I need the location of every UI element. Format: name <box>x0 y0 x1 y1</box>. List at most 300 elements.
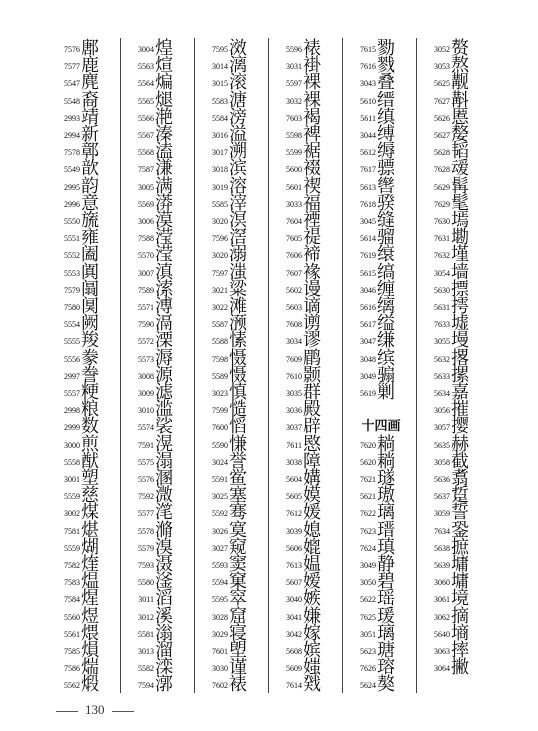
entry-character: 銎 <box>451 520 469 541</box>
entry-character: 嫌 <box>303 606 321 627</box>
entry-character: 褅 <box>303 244 321 265</box>
entry-character: 群 <box>303 382 321 403</box>
entry-character: 慈 <box>81 485 99 506</box>
entry-code: 7634 <box>434 527 450 536</box>
entry-character: 缜 <box>377 107 395 128</box>
page-number: 130 <box>85 702 105 717</box>
entry-character: 誊 <box>81 365 99 386</box>
entry-code: 3021 <box>212 286 228 295</box>
entry-code: 5628 <box>434 148 450 157</box>
entry-code: 3011 <box>138 595 154 604</box>
entry-code: 2999 <box>64 423 80 432</box>
entry-code: 5569 <box>138 200 154 209</box>
entry-character: 骟 <box>377 365 395 386</box>
entry-character: 窣 <box>229 588 247 609</box>
entry-code: 3023 <box>212 389 228 398</box>
entry-character: 滤 <box>155 382 173 403</box>
entry-character: 褂 <box>303 55 321 76</box>
entry-character: 溘 <box>155 141 173 162</box>
entry-code: 5629 <box>434 183 450 192</box>
entry-character: 嫉 <box>303 588 321 609</box>
entry-code: 5633 <box>434 372 450 381</box>
entry-code: 7626 <box>360 664 376 673</box>
entry-code: 5552 <box>64 251 80 260</box>
entry-character: 溷 <box>155 468 173 489</box>
entry-character: 漭 <box>155 193 173 214</box>
entry-character: 缝 <box>377 210 395 231</box>
entry-code: 7616 <box>360 62 376 71</box>
entry-character: 粳 <box>81 382 99 403</box>
entry-code: 5560 <box>64 613 80 622</box>
entry-code: 7581 <box>64 527 80 536</box>
entry-code: 5576 <box>138 475 154 484</box>
entry-character: 撄 <box>451 416 469 437</box>
entry-character: 滗 <box>155 502 173 523</box>
entry-character: 媳 <box>303 520 321 541</box>
entry-code: 5607 <box>286 578 302 587</box>
entry-character: 溪 <box>155 606 173 627</box>
entry-character: 新 <box>81 124 99 145</box>
entry-code: 3053 <box>434 62 450 71</box>
entry-code: 3029 <box>212 630 228 639</box>
entry-code: 5603 <box>286 303 302 312</box>
entry-code: 5611 <box>360 114 376 123</box>
entry-character: 缛 <box>377 141 395 162</box>
entry-character: 滚 <box>229 72 247 93</box>
entry-character: 裸 <box>303 90 321 111</box>
entry-character: 谩 <box>303 279 321 300</box>
entry-code: 7598 <box>212 355 228 364</box>
entry-code: 7588 <box>138 234 154 243</box>
entry-character: 骙 <box>377 193 395 214</box>
entry-character: 墙 <box>451 262 469 283</box>
entry-character: 耥 <box>377 451 395 472</box>
entry-code: 5624 <box>360 681 376 690</box>
entry-code: 5558 <box>64 458 80 467</box>
entry-code: 5589 <box>212 372 228 381</box>
entry-character: 嘉 <box>451 382 469 403</box>
entry-code: 5572 <box>138 337 154 346</box>
entry-character: 滔 <box>155 588 173 609</box>
entry-code: 5550 <box>64 217 80 226</box>
entry-character: 骝 <box>377 227 395 248</box>
entry-character: 辟 <box>303 416 321 437</box>
entry-character: 猷 <box>81 451 99 472</box>
entry-character: 摔 <box>451 640 469 661</box>
entry-code: 5559 <box>64 492 80 501</box>
entry-code: 3058 <box>434 458 450 467</box>
entry-character: 碧 <box>377 571 395 592</box>
entry-character: 誉 <box>229 451 247 472</box>
entry-character: 窠 <box>229 571 247 592</box>
entry-code: 5581 <box>138 630 154 639</box>
entry-code: 3062 <box>434 613 450 622</box>
entry-code: 5590 <box>212 441 228 450</box>
entry-character: 鄣 <box>81 141 99 162</box>
entry-code: 5619 <box>360 389 376 398</box>
entry-code: 3006 <box>138 217 154 226</box>
entry-character: 煺 <box>155 90 173 111</box>
entry-code: 2994 <box>64 131 80 140</box>
entry-code: 3043 <box>360 79 376 88</box>
entry-character: 滍 <box>229 262 247 283</box>
entry-character: 摽 <box>451 279 469 300</box>
entry-code: 5564 <box>138 79 154 88</box>
entry-character: 阘 <box>81 279 99 300</box>
entry-code: 3047 <box>360 337 376 346</box>
entry-code: 5625 <box>434 79 450 88</box>
footer-dash-left <box>56 711 78 712</box>
entry-character: 鹛 <box>303 348 321 369</box>
entry-character: 溟 <box>229 210 247 231</box>
entry-code: 7628 <box>434 165 450 174</box>
entry-code: 5640 <box>434 630 450 639</box>
entry-character: 溯 <box>229 141 247 162</box>
entry-code: 5580 <box>138 578 154 587</box>
entry-character: 滓 <box>229 193 247 214</box>
entry-code: 5636 <box>434 475 450 484</box>
entry-character: 裰 <box>303 158 321 179</box>
entry-code: 5578 <box>138 527 154 536</box>
entry-code: 7632 <box>434 251 450 260</box>
entry-code: 5570 <box>138 251 154 260</box>
entry-code: 5562 <box>64 681 80 690</box>
entry-code: 7612 <box>286 509 302 518</box>
entry-code: 5621 <box>360 492 376 501</box>
entry-code: 7620 <box>360 441 376 450</box>
entry-character: 嫫 <box>303 485 321 506</box>
entry-code: 5595 <box>212 595 228 604</box>
entry-code: 5548 <box>64 97 80 106</box>
entry-character: 漠 <box>155 210 173 231</box>
entry-code: 5613 <box>360 183 376 192</box>
entry-character: 滉 <box>155 434 173 455</box>
entry-code: 5620 <box>360 458 376 467</box>
entry-character: 摧 <box>451 399 469 420</box>
entry-code: 3013 <box>138 647 154 656</box>
entry-code: 3064 <box>434 664 450 673</box>
entry-code: 3020 <box>212 217 228 226</box>
column-divider <box>416 38 417 693</box>
entry-character: 愍 <box>303 434 321 455</box>
entry-code: 5601 <box>286 183 302 192</box>
entry-character: 慊 <box>229 434 247 455</box>
entry-character: 髦 <box>451 193 469 214</box>
entry-code: 7582 <box>64 561 80 570</box>
entry-code: 7591 <box>138 441 154 450</box>
entry-character: 慆 <box>229 416 247 437</box>
entry-character: 熉 <box>81 640 99 661</box>
entry-code: 5597 <box>286 79 302 88</box>
entry-code: 7622 <box>360 509 376 518</box>
entry-character: 裸 <box>303 72 321 93</box>
entry-character: 煎 <box>81 434 99 455</box>
entry-character: 叠 <box>377 72 395 93</box>
entry-character: 赘 <box>451 38 469 59</box>
entry-character: 韬 <box>451 141 469 162</box>
entry-code: 5631 <box>434 303 450 312</box>
entry-code: 7631 <box>434 234 450 243</box>
entry-character: 漓 <box>229 55 247 76</box>
entry-character: 煌 <box>155 38 173 59</box>
entry-code: 3056 <box>434 406 450 415</box>
entry-code: 5623 <box>360 647 376 656</box>
entry-character: 溶 <box>229 176 247 197</box>
entry-character: 颢 <box>303 365 321 386</box>
entry-code: 5587 <box>212 320 228 329</box>
entry-character: 溦 <box>155 485 173 506</box>
entry-character: 鲎 <box>229 468 247 489</box>
entry-code: 5639 <box>434 561 450 570</box>
entry-character: 煁 <box>81 520 99 541</box>
entry-code: 7619 <box>360 251 376 260</box>
entry-character: 煜 <box>81 606 99 627</box>
entry-character: 韵 <box>81 176 99 197</box>
entry-code: 5561 <box>64 630 80 639</box>
entry-code: 3027 <box>212 544 228 553</box>
entry-character: 溥 <box>155 296 173 317</box>
entry-code: 5553 <box>64 269 80 278</box>
entry-character: 滦 <box>155 657 173 678</box>
entry-code: 5574 <box>138 423 154 432</box>
entry-character: 熬 <box>451 55 469 76</box>
entry-character: 溓 <box>155 158 173 179</box>
entry-code: 3055 <box>434 337 450 346</box>
entry-character: 鹿 <box>81 55 99 76</box>
column-divider <box>120 38 121 693</box>
entry-character: 谬 <box>303 330 321 351</box>
entry-character: 翥 <box>451 468 469 489</box>
entry-character: 裨 <box>303 124 321 145</box>
entry-code: 3049 <box>360 561 376 570</box>
entry-character: 溽 <box>155 348 173 369</box>
entry-code: 5602 <box>286 286 302 295</box>
entry-character: 阗 <box>81 262 99 283</box>
entry-character: 叆 <box>451 158 469 179</box>
entry-code: 5551 <box>64 234 80 243</box>
entry-code: 5617 <box>360 320 376 329</box>
entry-code: 5591 <box>212 475 228 484</box>
entry-character: 煳 <box>81 537 99 558</box>
entry-code: 3014 <box>212 62 228 71</box>
entry-character: 墉 <box>451 571 469 592</box>
entry-code: 7629 <box>434 200 450 209</box>
entry-code: 7576 <box>64 45 80 54</box>
entry-character: 福 <box>303 193 321 214</box>
entry-character: 塱 <box>229 640 247 661</box>
entry-character: 煅 <box>81 674 99 695</box>
entry-character: 嫒 <box>303 571 321 592</box>
entry-code: 3037 <box>286 423 302 432</box>
entry-code: 3040 <box>286 595 302 604</box>
entry-character: 窦 <box>229 554 247 575</box>
entry-code: 7599 <box>212 406 228 415</box>
entry-code: 7579 <box>64 286 80 295</box>
entry-code: 3038 <box>286 458 302 467</box>
entry-character: 媲 <box>303 537 321 558</box>
entry-character: 满 <box>155 176 173 197</box>
entry-code: 3017 <box>212 148 228 157</box>
entry-character: 媾 <box>303 468 321 489</box>
entry-code: 7627 <box>434 97 450 106</box>
entry-character: 墒 <box>451 623 469 644</box>
entry-code: 5615 <box>360 269 376 278</box>
entry-code: 2993 <box>64 114 80 123</box>
entry-character: 缞 <box>377 244 395 265</box>
entry-code: 3012 <box>138 613 154 622</box>
entry-code: 3009 <box>138 389 154 398</box>
entry-character: 麂 <box>81 72 99 93</box>
entry-character: 瑶 <box>377 588 395 609</box>
entry-character: 靖 <box>81 107 99 128</box>
entry-character: 溻 <box>155 451 173 472</box>
entry-code: 7611 <box>286 441 302 450</box>
entry-code: 7592 <box>138 492 154 501</box>
entry-code: 5577 <box>138 509 154 518</box>
entry-character: 慑 <box>229 348 247 369</box>
entry-character: 慝 <box>451 107 469 128</box>
entry-code: 3020 <box>212 251 228 260</box>
entry-code: 5555 <box>64 337 80 346</box>
entry-character: 滨 <box>229 158 247 179</box>
entry-character: 禋 <box>303 210 321 231</box>
entry-character: 溱 <box>155 124 173 145</box>
entry-code: 3025 <box>212 492 228 501</box>
entry-code: 3018 <box>212 165 228 174</box>
entry-code: 2998 <box>64 406 80 415</box>
entry-code: 5579 <box>138 544 154 553</box>
entry-character: 璲 <box>377 468 395 489</box>
entry-code: 5567 <box>138 131 154 140</box>
entry-character: 煓 <box>81 657 99 678</box>
entry-code: 3060 <box>434 578 450 587</box>
entry-character: 媛 <box>303 502 321 523</box>
page-footer <box>56 702 134 718</box>
entry-code: 3007 <box>138 269 154 278</box>
entry-character: 截 <box>451 451 469 472</box>
entry-code: 7583 <box>64 578 80 587</box>
entry-code: 5584 <box>212 114 228 123</box>
entry-code: 3061 <box>434 595 450 604</box>
column-divider <box>194 38 195 693</box>
entry-code: 7615 <box>360 45 376 54</box>
entry-code: 5622 <box>360 595 376 604</box>
entry-character: 戣 <box>303 674 321 695</box>
entry-character: 嫁 <box>303 623 321 644</box>
entry-character: 羧 <box>81 330 99 351</box>
entry-code: 7595 <box>212 45 228 54</box>
entry-code: 3024 <box>212 458 228 467</box>
entry-code: 5549 <box>64 165 80 174</box>
entry-code: 5556 <box>64 355 80 364</box>
entry-code: 7580 <box>64 303 80 312</box>
entry-code: 3015 <box>212 79 228 88</box>
entry-character: 滢 <box>155 244 173 265</box>
entry-character: 溴 <box>155 537 173 558</box>
entry-character: 裾 <box>303 141 321 162</box>
entry-character: 滩 <box>229 296 247 317</box>
entry-character: 勠 <box>377 38 395 59</box>
entry-code: 7590 <box>138 320 154 329</box>
entry-code: 3016 <box>212 131 228 140</box>
entry-character: 寞 <box>229 520 247 541</box>
entry-code: 5566 <box>138 114 154 123</box>
entry-code: 7596 <box>212 234 228 243</box>
entry-character: 窟 <box>229 606 247 627</box>
entry-code: 5637 <box>434 492 450 501</box>
entry-character: 愫 <box>229 330 247 351</box>
entry-character: 殿 <box>303 399 321 420</box>
entry-code: 7586 <box>64 664 80 673</box>
entry-code: 3008 <box>138 372 154 381</box>
entry-code: 3035 <box>286 389 302 398</box>
entry-code: 7607 <box>286 269 302 278</box>
entry-character: 慎 <box>229 382 247 403</box>
entry-character: 瑱 <box>377 537 395 558</box>
entry-code: 7609 <box>286 355 302 364</box>
entry-character: 塞 <box>229 485 247 506</box>
entry-code: 3031 <box>286 62 302 71</box>
entry-code: 3005 <box>138 183 154 192</box>
entry-code: 7606 <box>286 251 302 260</box>
entry-character: 煴 <box>81 571 99 592</box>
entry-code: 3019 <box>212 183 228 192</box>
entry-character: 静 <box>377 554 395 575</box>
entry-code: 3004 <box>138 45 154 54</box>
entry-code: 5606 <box>286 544 302 553</box>
entry-code: 2995 <box>64 183 80 192</box>
entry-character: 寝 <box>229 623 247 644</box>
entry-code: 5634 <box>434 389 450 398</box>
entry-character: 意 <box>81 193 99 214</box>
entry-code: 5575 <box>138 458 154 467</box>
entry-character: 滥 <box>155 399 173 420</box>
entry-character: 缚 <box>377 124 395 145</box>
entry-code: 5632 <box>434 355 450 364</box>
entry-code: 3041 <box>286 613 302 622</box>
entry-character: 摴 <box>451 296 469 317</box>
entry-code: 7625 <box>360 613 376 622</box>
entry-code: 7633 <box>434 320 450 329</box>
entry-character: 缢 <box>377 313 395 334</box>
entry-character: 滂 <box>229 107 247 128</box>
entry-code: 7621 <box>360 475 376 484</box>
entry-character: 骞 <box>229 502 247 523</box>
entry-character: 漷 <box>155 674 173 695</box>
entry-character: 溺 <box>229 244 247 265</box>
entry-character: 溏 <box>229 90 247 111</box>
entry-code: 5616 <box>360 303 376 312</box>
entry-code: 7584 <box>64 595 80 604</box>
entry-character: 滆 <box>155 313 173 334</box>
entry-code: 5604 <box>286 475 302 484</box>
entry-code: 5612 <box>360 148 376 157</box>
entry-code: 3039 <box>286 527 302 536</box>
entry-character: 缤 <box>377 348 395 369</box>
entry-code: 7597 <box>212 269 228 278</box>
entry-code: 3026 <box>212 527 228 536</box>
entry-character: 谫 <box>303 313 321 334</box>
entry-character: 谨 <box>229 657 247 678</box>
entry-character: 溢 <box>229 124 247 145</box>
entry-character: 璃 <box>377 502 395 523</box>
entry-character: 缣 <box>377 330 395 351</box>
entry-code: 5594 <box>212 578 228 587</box>
entry-code: 7604 <box>286 217 302 226</box>
entry-code: 5630 <box>434 286 450 295</box>
entry-code: 2996 <box>64 200 80 209</box>
entry-code: 7618 <box>360 200 376 209</box>
